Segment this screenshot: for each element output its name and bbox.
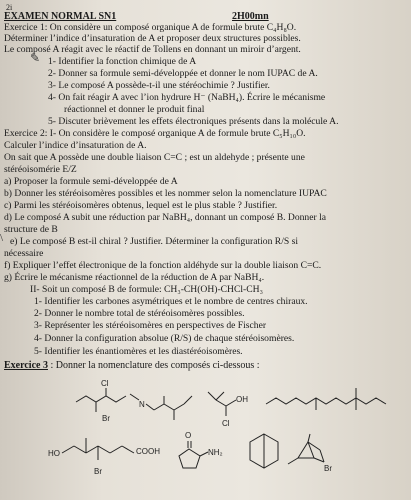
ex2-line2: Calculer l’indice d’insaturation de A. (4, 140, 147, 151)
ex1-q4: 4- On fait réagir A avec l’ion hydrure H⁻ (NaBH₄). Écrire le mécanisme (48, 92, 326, 103)
ex2-e: e) Le composé B est-il chiral ? Justifier. Déterminer la configuration R/S si (10, 236, 298, 247)
molecule-4 (262, 382, 406, 426)
ex2-e-cont: nécessaire (4, 248, 44, 259)
ex3-heading (4, 360, 260, 371)
molecule-3 (204, 384, 260, 430)
ex2-a: a) Proposer la formule semi-développée de A (4, 176, 178, 187)
ex2-d: d) Le composé A subit une réduction par NaBH₄, donnant un composé B. Donner la (4, 212, 327, 223)
mol2-n-label: N (139, 400, 145, 409)
ex2-d-cont: structure de B (4, 224, 58, 235)
ex1-q1: 1- Identifier la fonction chimique de A (48, 56, 197, 67)
ex2-line4: stéréoisomérie E/Z (4, 164, 77, 175)
exam-duration: 2H00mn (232, 11, 269, 22)
molecule-1 (72, 376, 132, 428)
ex1-line1: Exercice 1: On considère un composé organique A de formule brute C₄H₈O. (4, 22, 297, 33)
molecule-7 (244, 430, 284, 474)
ex2-b: b) Donner les stéréoisomères possibles et les nommer selon la nomenclature IUPAC (4, 188, 327, 199)
ex1-line2: Déterminer l’indice d’insaturation de A et proposer deux structures possibles. (4, 33, 301, 44)
molecule-6 (174, 428, 234, 478)
ex2-ii3: 3- Représenter les stéréoisomères en perspectives de Fischer (34, 320, 267, 331)
margin-mark: \ (0, 232, 4, 244)
pen-mark: ✎ (30, 51, 41, 65)
corner-note: 2i (6, 3, 13, 12)
ex3-title: Exercice 3 (4, 360, 48, 371)
mol1-cl-label: Cl (101, 379, 109, 388)
exam-title: EXAMEN NORMAL SN1 (4, 11, 117, 22)
ex1-q3: 3- Le composé A possède-t-il une stéréochimie ? Justifier. (48, 80, 270, 91)
mol3-cl-label: Cl (222, 419, 230, 428)
mol6-o-label: O (185, 431, 192, 440)
molecule-8 (284, 430, 344, 474)
molecule-2 (126, 384, 198, 426)
ex2-line1: Exercice 2: I- On considère le composé organique A de formule brute C₅H₁₀O. (4, 128, 306, 139)
ex2-g: g) Écrire le mécanisme réactionnel de la réduction de A par NaBH₄. (4, 272, 265, 283)
mol1-br-label: Br (102, 414, 110, 423)
mol5-br-label: Br (94, 467, 102, 476)
ex3-text: : Donner la nomenclature des composés ci-dessous : (47, 360, 260, 371)
ex2-f: f) Expliquer l’effet électronique de la fonction aldéhyde sur la double liaison C=C. (4, 260, 322, 271)
ex2-line3: On sait que A possède une double liaison C=C ; est un aldehyde ; présente une (4, 152, 305, 163)
ex2-c: c) Parmi les stéréoisomères obtenus, lequel est le plus stable ? Justifier. (4, 200, 278, 211)
mol5-cooh-label: COOH (136, 447, 160, 456)
mol5-ho-label: HO (48, 449, 60, 458)
ex1-q2: 2- Donner sa formule semi-développée et donner le nom IUPAC de A. (48, 68, 318, 79)
molecule-5 (46, 428, 176, 480)
ex2-ii4: 4- Donner la configuration absolue (R/S) de chaque stéréoisomères. (34, 333, 295, 344)
ex2-ii5: 5- Identifier les énantiomères et les diastéréoisomères. (34, 346, 243, 357)
ex2-ii2: 2- Donner le nombre total de stéréoisomères possibles. (34, 308, 245, 319)
mol8-br-label: Br (324, 464, 332, 473)
ex2-ii1: 1- Identifier les carbones asymétriques et le nombre de centres chiraux. (34, 296, 308, 307)
ex2-part-II: II- Soit un composé B de formule: CH₃-CH(OH)-CHCl-CH₃ (30, 284, 263, 295)
ex1-q4-cont: réactionnel et donner le produit final (64, 104, 205, 115)
ex1-q5: 5- Discuter brièvement les effets électroniques présents dans la molécule A. (48, 116, 339, 127)
mol3-oh-label: OH (236, 395, 248, 404)
ex1-line3: Le composé A réagit avec le réactif de Tollens en donnant un miroir d’argent. (4, 44, 301, 55)
mol6-nh2-label: NH₂ (208, 448, 223, 457)
